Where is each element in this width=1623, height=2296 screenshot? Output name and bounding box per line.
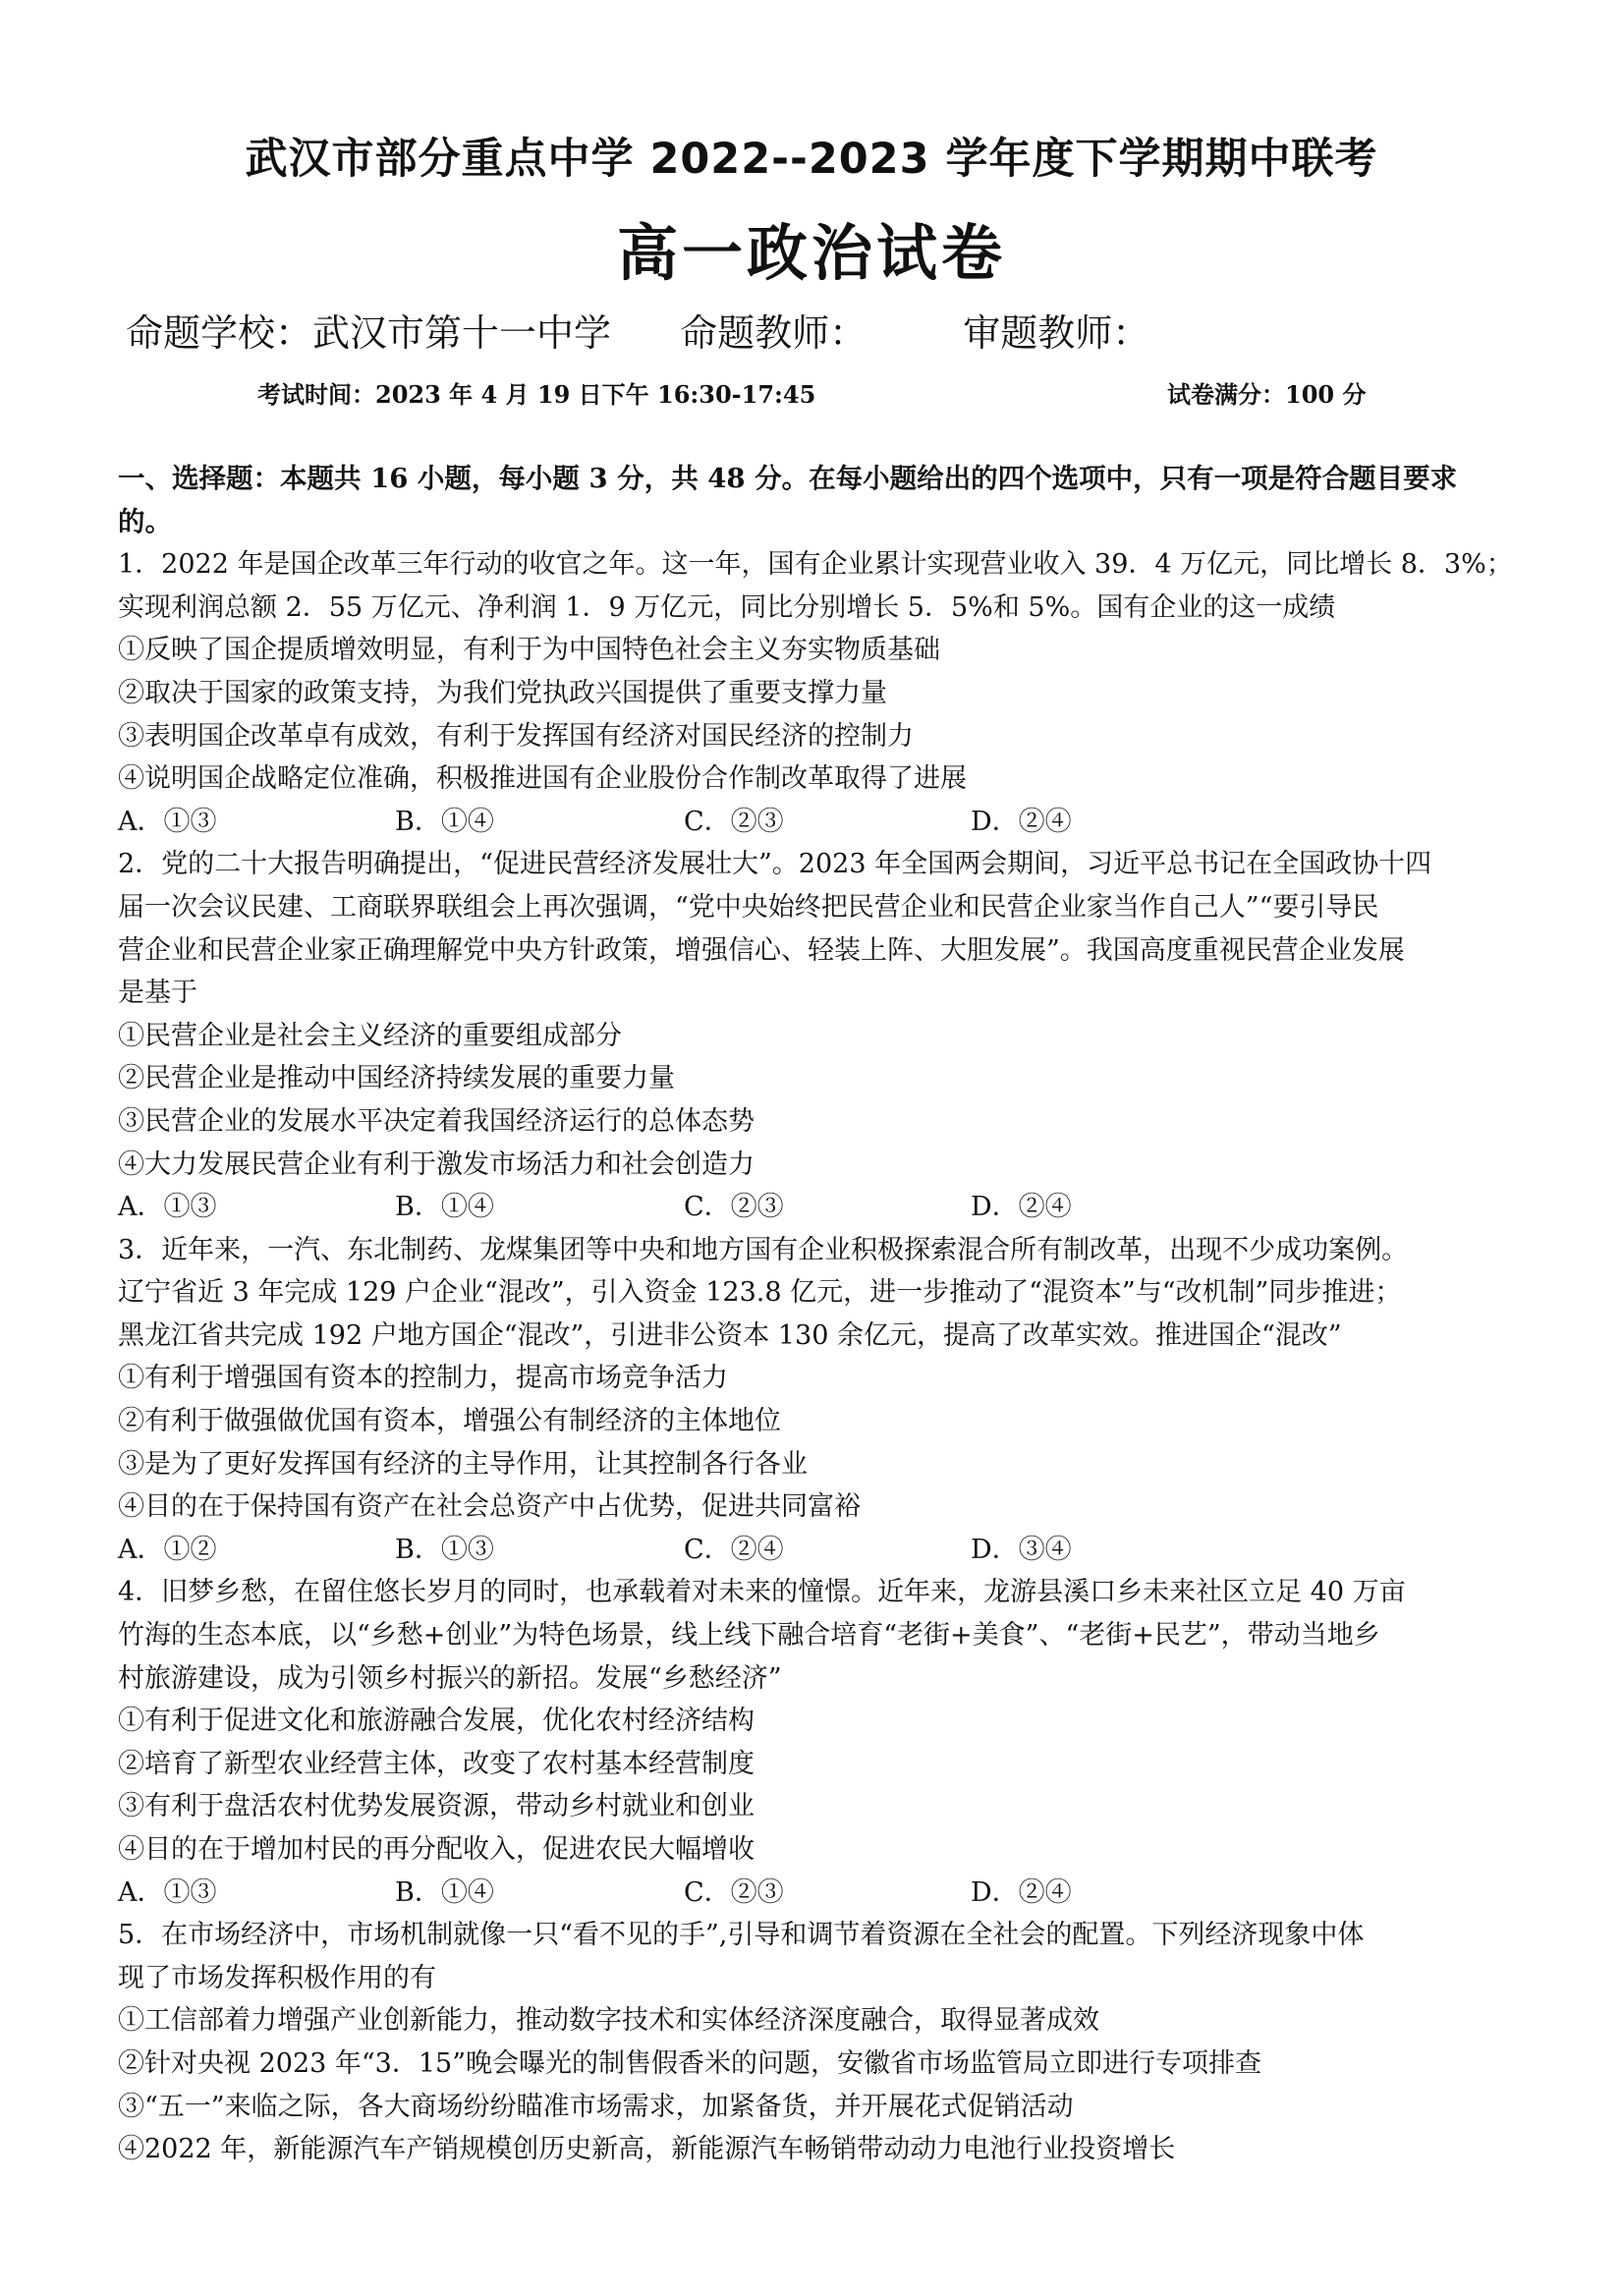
exam-subtitle: 高一政治试卷 bbox=[616, 217, 1006, 289]
question-stem-line: 1．2022 年是国企改革三年行动的收官之年。这一年，国有企业累计实现营业收入 39．4 万亿元，同比增长 8．3%； bbox=[118, 549, 1513, 581]
statement-item: ②培育了新型农业经营主体，改变了农村基本经营制度 bbox=[118, 1748, 755, 1779]
statement-item: ②民营企业是推动中国经济持续发展的重要力量 bbox=[118, 1063, 675, 1094]
answer-option: C．②④ bbox=[684, 1534, 784, 1565]
answer-option: A．①③ bbox=[118, 1192, 217, 1223]
answer-option: C．②③ bbox=[684, 806, 784, 837]
answer-option: B．①④ bbox=[395, 1876, 494, 1908]
answer-options bbox=[118, 1872, 1523, 1915]
question-4 bbox=[118, 1571, 1523, 1914]
statement-item: ①有利于促进文化和旅游融合发展，优化农村经济结构 bbox=[118, 1706, 755, 1737]
answer-option: D．③④ bbox=[971, 1534, 1072, 1565]
exam-title: 武汉市部分重点中学 2022--2023 学年度下学期期中联考 bbox=[245, 135, 1378, 184]
question-stem-line: 竹海的生态本底，以“乡愁+创业”为特色场景，线上线下融合培育“老街+美食”、“老街+民艺”，带动当地乡 bbox=[118, 1620, 1380, 1652]
question-list bbox=[118, 458, 1523, 2171]
question-stem-line: 届一次会议民建、工商联界联组会上再次强调，“党中央始终把民营企业和民营企业家当作自己人”“要引导民 bbox=[118, 891, 1379, 923]
answer-option: A．①③ bbox=[118, 806, 217, 837]
author-info-row bbox=[126, 303, 1521, 357]
answer-options bbox=[118, 801, 1523, 844]
question-stem-line: 辽宁省近 3 年完成 129 户企业“混改”，引入资金 123.8 亿元，进一步推动了“混资本”与“改机制”同步推进； bbox=[118, 1277, 1402, 1309]
question-stem-line: 是基于 bbox=[118, 978, 197, 1009]
question-stem-line: 营企业和民营企业家正确理解党中央方针政策，增强信心、轻装上阵、大胆发展”。我国高度重视民营企业发展 bbox=[118, 934, 1405, 966]
answer-option: A．①② bbox=[118, 1534, 217, 1565]
statement-item: ④目的在于增加村民的再分配收入，促进农民大幅增收 bbox=[118, 1834, 755, 1865]
statement-item: ②有利于做强做优国有资本，增强公有制经济的主体地位 bbox=[118, 1406, 781, 1437]
statement-item: ④大力发展民营企业有利于激发市场活力和社会创造力 bbox=[118, 1148, 755, 1180]
statement-item: ③民营企业的发展水平决定着我国经济运行的总体态势 bbox=[118, 1105, 755, 1137]
answer-option: B．①③ bbox=[395, 1534, 494, 1565]
section-heading-continued: 的。 bbox=[118, 505, 172, 537]
question-stem-line: 3．近年来，一汽、东北制药、龙煤集团等中央和地方国有企业积极探索混合所有制改革，出现不少成功案例。 bbox=[118, 1234, 1409, 1265]
statement-item: ①反映了国企提质增效明显，有利于为中国特色社会主义夯实物质基础 bbox=[118, 635, 940, 666]
answer-options bbox=[118, 1529, 1523, 1572]
question-stem-line: 黑龙江省共完成 192 户地方国企“混改”，引进非公资本 130 余亿元，提高了改革实效。推进国企“混改” bbox=[118, 1319, 1342, 1351]
question-3 bbox=[118, 1229, 1523, 1572]
question-5 bbox=[118, 1914, 1523, 2171]
question-2 bbox=[118, 843, 1523, 1228]
answer-option: C．②③ bbox=[684, 1192, 784, 1223]
statement-item: ④目的在于保持国有资产在社会总资产中占优势，促进共同富裕 bbox=[118, 1491, 861, 1523]
question-stem-line: 2．党的二十大报告明确提出，“促进民营经济发展壮大”。2023 年全国两会期间，习近平总书记在全国政协十四 bbox=[118, 849, 1432, 880]
statement-item: ④2022 年，新能源汽车产销规模创历史新高，新能源汽车畅销带动动力电池行业投资增长 bbox=[118, 2134, 1176, 2165]
question-stem-line: 现了市场发挥积极作用的有 bbox=[118, 1962, 436, 1993]
answer-options bbox=[118, 1186, 1523, 1229]
statement-item: ①工信部着力增强产业创新能力，推动数字技术和实体经济深度融合，取得显著成效 bbox=[118, 2005, 1099, 2037]
setting-teacher: 命题教师： bbox=[680, 311, 867, 355]
question-stem-line: 4．旧梦乡愁，在留住悠长岁月的同时，也承载着对未来的憧憬。近年来，龙游县溪口乡未来社区立足 40 万亩 bbox=[118, 1577, 1406, 1608]
section-heading: 一、选择题：本题共 16 小题，每小题 3 分，共 48 分。在每小题给出的四个选项中，只有一项是符合题目要求 bbox=[118, 463, 1458, 494]
question-1 bbox=[118, 543, 1523, 843]
answer-option: B．①④ bbox=[395, 1192, 494, 1223]
answer-option: D．②④ bbox=[971, 1192, 1072, 1223]
answer-option: A．①③ bbox=[118, 1876, 217, 1908]
question-stem-line: 实现利润总额 2．55 万亿元、净利润 1．9 万亿元，同比分别增长 5．5%和 5%。国有企业的这一成绩 bbox=[118, 591, 1336, 623]
question-stem-line: 村旅游建设，成为引领乡村振兴的新招。发展“乡愁经济” bbox=[118, 1662, 782, 1694]
statement-item: ③有利于盘活农村优势发展资源，带动乡村就业和创业 bbox=[118, 1791, 755, 1822]
statement-item: ③“五一”来临之际，各大商场纷纷瞄准市场需求，加紧备货，并开展花式促销活动 bbox=[118, 2091, 1074, 2122]
answer-option: D．②④ bbox=[971, 806, 1072, 837]
setting-school: 命题学校：武汉市第十一中学 bbox=[126, 311, 612, 355]
answer-option: C．②③ bbox=[684, 1876, 784, 1908]
statement-item: ②取决于国家的政策支持，为我们党执政兴国提供了重要支撑力量 bbox=[118, 677, 887, 708]
statement-item: ③表明国企改革卓有成效，有利于发挥国有经济对国民经济的控制力 bbox=[118, 720, 914, 752]
review-teacher: 审题教师： bbox=[963, 311, 1150, 355]
statement-item: ③是为了更好发挥国有经济的主导作用，让其控制各行各业 bbox=[118, 1448, 808, 1480]
answer-option: D．②④ bbox=[971, 1876, 1072, 1908]
statement-item: ②针对央视 2023 年“3．15”晚会曝光的制售假香米的问题，安徽省市场监管局立即进行专项排查 bbox=[118, 2047, 1262, 2079]
exam-time: 考试时间：2023 年 4 月 19 日下午 16:30-17:45 bbox=[257, 380, 816, 409]
question-stem-line: 5．在市场经济中，市场机制就像一只“看不见的手”,引导和调节着资源在全社会的配置。下列经济现象中体 bbox=[118, 1920, 1365, 1951]
statement-item: ④说明国企战略定位准确，积极推进国有企业股份合作制改革取得了进展 bbox=[118, 763, 967, 795]
full-score: 试卷满分：100 分 bbox=[1167, 380, 1367, 409]
statement-item: ①有利于增强国有资本的控制力，提高市场竞争活力 bbox=[118, 1363, 728, 1394]
statement-item: ①民营企业是社会主义经济的重要组成部分 bbox=[118, 1020, 622, 1051]
answer-option: B．①④ bbox=[395, 806, 494, 837]
